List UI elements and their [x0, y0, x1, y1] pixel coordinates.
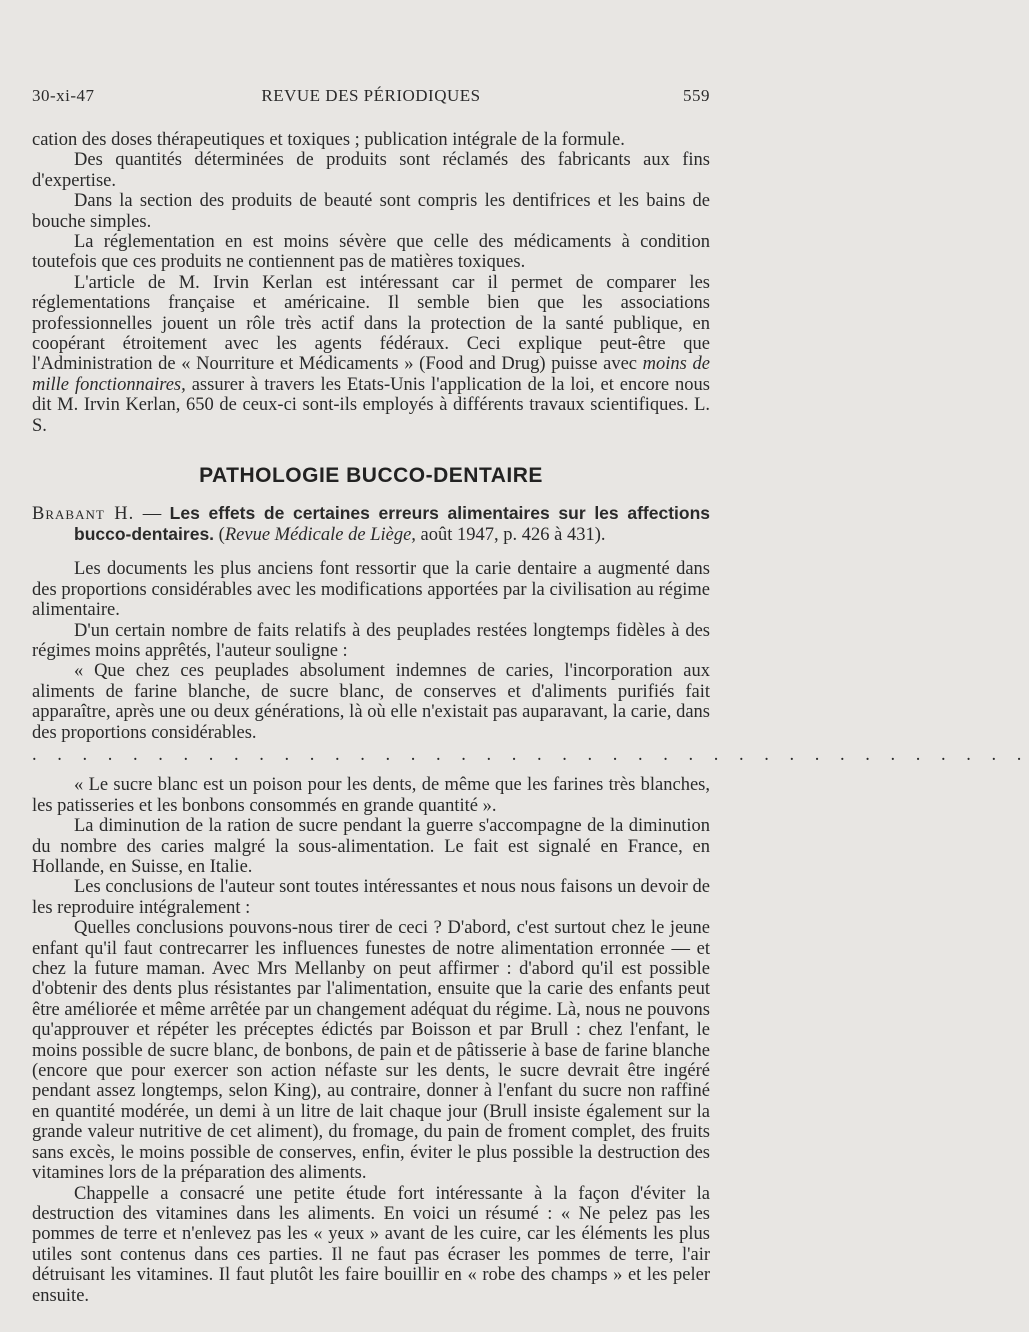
paragraph-quote: « Le sucre blanc est un poison pour les dents, de même que les farines très blanches, les patisseries et les bonbons consommés en grande quantité ». [32, 775, 710, 816]
citation-paren: ( [214, 524, 225, 545]
paragraph: La réglementation en est moins sévère que celle des médicaments à condition toutefois que ces produits ne contiennent pas de matières toxiques. [32, 232, 710, 273]
article-citation [32, 503, 710, 546]
citation-journal: Revue Médicale de Liège, [224, 524, 416, 545]
paragraph: D'un certain nombre de faits relatifs à des peuplades restées longtemps fidèles à des régimes moins apprêtés, l'auteur souligne : [32, 620, 710, 661]
citation-title: Les effets de certaines erreurs alimentaires sur les affections bucco-dentaires. [74, 502, 710, 544]
citation-rest: août 1947, p. 426 à 431). [415, 524, 606, 545]
paragraph-kerlan [32, 273, 710, 436]
issue-date: 30-xi-47 [32, 86, 95, 105]
page-number: 559 [683, 86, 710, 105]
paragraph-quote: « Que chez ces peuplades absolument indemnes de caries, l'incorporation aux aliments de farine blanche, de sucre blanc, de conserves et d'aliments purifiés fait apparaître, après une ou deux générations, là où elle n'existait pas auparavant, la carie, dans des proportions considérables. [32, 661, 710, 743]
continuation-paragraph: cation des doses thérapeutiques et toxiques ; publication intégrale de la formule. [32, 130, 625, 150]
running-title: REVUE DES PÉRIODIQUES [261, 86, 481, 105]
italic-text: moins de mille fonctionnaires, [32, 354, 710, 395]
paragraph: Chappelle a consacré une petite étude fort intéressante à la façon d'éviter la destruction des vitamines dans les aliments. En voici un résumé : « Ne pelez pas les pommes de terre et n'enlevez pas les « yeux » avant de les cuire, car les éléments les plus utiles sont contenus dans ces parties. Il ne faut pas écraser les pommes de terre, l'air détruisant les vitamines. Il faut plutôt les faire bouillir en « robe des champs » et les peler ensuite. [32, 1183, 710, 1306]
paragraph: Les documents les plus anciens font ressortir que la carie dentaire a augmenté dans des proportions considérables avec les modifications apportées par la civilisation au régime alimentaire. [32, 559, 710, 621]
running-header [32, 86, 710, 110]
citation-dash: — [134, 503, 170, 524]
paragraph: Quelles conclusions pouvons-nous tirer de ceci ? D'abord, c'est surtout chez le jeune enfant qu'il faut contrecarrer les influences funestes de notre alimentation erronnée — et chez la future maman. Avec Mrs Mellanby on peut affirmer : d'abord qu'il est possible d'obtenir des dents plus résistantes par l'alimentation, ensuite que la carie des enfants peut être améliorée et même arrêtée par un changement adéquat du régime. Là, nous ne pouvons qu'approuver et répéter les préceptes édictés par Boisson et par Brull : chez l'enfant, le moins possible de sucre blanc, de bonbons, de pain et de pâtisserie à base de farine blanche (encore que pour exercer son action néfaste sur les dents, le sucre devrait être ingéré pendant assez longtemps, selon King), au contraire, donner à l'enfant du sucre non raffiné en quantité modérée, un demi à un litre de lait chaque jour (Brull insiste également sur la grande valeur nutritive de cet aliment), du fromage, du pain de froment complet, des fruits sans excès, le moins possible de conserves, enfin, éviter le plus possible la destruction des vitamines lors de la préparation des aliments. [32, 918, 710, 1184]
text-run: assurer à travers les Etats-Unis l'application de la loi, et encore nous dit M. Irvin Kerlan, 650 de ceux-ci sont-ils employés à différents travaux scientifiques. L. S. [32, 374, 710, 436]
text-run: L'article de M. Irvin Kerlan est intéressant car il permet de comparer les réglementations française et américaine. Il semble bien que les associations professionnelles jouent un rôle très actif dans la protection de la santé publique, en coopérant étroitement avec les agents fédéraux. Ceci explique peut-être que l'Administration de « Nourriture et Médicaments » (Food and Drug) puisse avec [32, 272, 710, 375]
paragraph: Dans la section des produits de beauté sont compris les dentifrices et les bains de bouche simples. [32, 191, 710, 232]
ellipsis-line: . . . . . . . . . . . . . . . . . . . . . . . . . . . . . . . . . . . . . . . . [32, 744, 1029, 765]
paragraph: Des quantités déterminées de produits sont réclamés des fabricants aux fins d'expertise. [32, 150, 710, 191]
section-heading: PATHOLOGIE BUCCO-DENTAIRE [199, 464, 543, 488]
page-body [32, 130, 1029, 1306]
paragraph: Les conclusions de l'auteur sont toutes intéressantes et nous nous faisons un devoir de les reproduire intégralement : [32, 877, 710, 918]
paragraph: La diminution de la ration de sucre pendant la guerre s'accompagne de la diminution du nombre des caries malgré la sous-alimentation. Le fait est signalé en France, en Hollande, en Suisse, en Italie. [32, 816, 710, 877]
citation-author: Brabant H. [32, 503, 135, 524]
